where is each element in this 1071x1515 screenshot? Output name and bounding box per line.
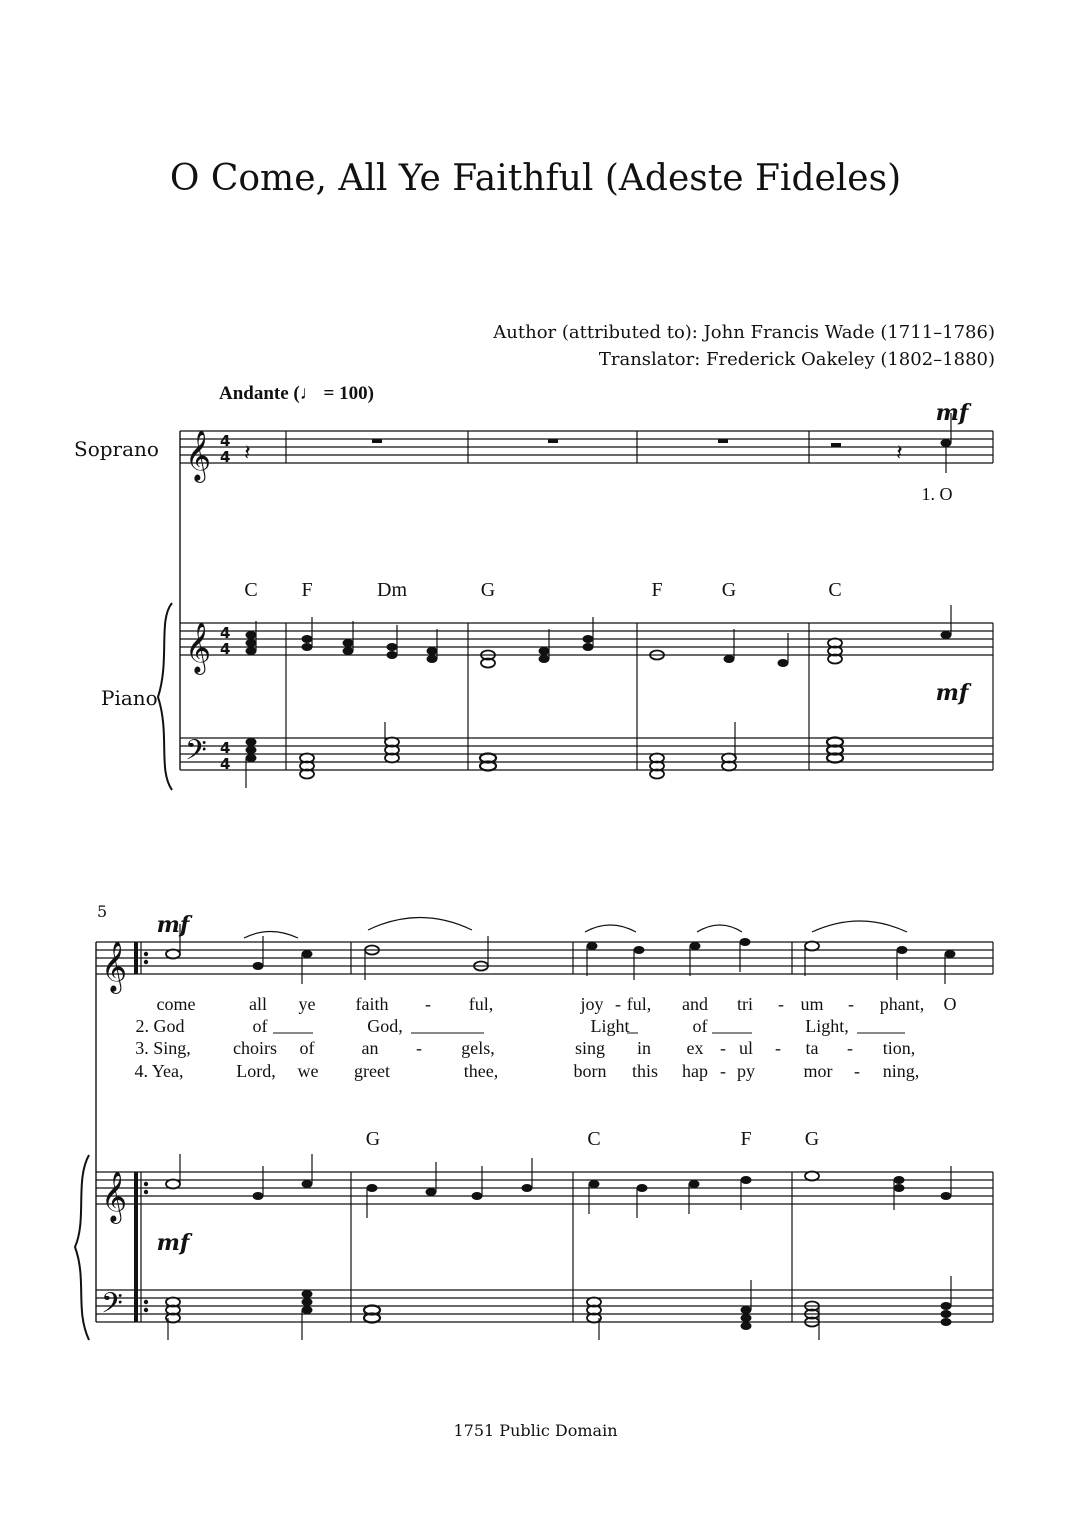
measure-number: 5 (97, 902, 108, 921)
chord-symbol: F (301, 579, 313, 601)
lyric-syllable: tri (737, 994, 753, 1014)
copyright-footer: 1751 Public Domain (453, 1421, 618, 1440)
svg-text:4: 4 (220, 624, 231, 642)
treble-clef-icon: 𝄞 (101, 941, 128, 992)
lyric-syllable: born (573, 1061, 607, 1081)
lyric-syllable: - (778, 994, 784, 1014)
lyric-syllable: 2. God (135, 1016, 185, 1036)
chord-symbol: F (740, 1128, 752, 1150)
lyric-syllable: - (848, 994, 854, 1014)
svg-text:4: 4 (220, 448, 231, 466)
lyric-syllable: - (615, 994, 621, 1014)
lyric-syllable: choirs (233, 1038, 277, 1058)
lyric-syllable: we (297, 1061, 319, 1081)
page-title: O Come, All Ye Faithful (Adeste Fideles) (169, 158, 902, 199)
tempo-value: = 100) (318, 383, 374, 404)
lyric-syllable: this (631, 1061, 659, 1081)
lyric-syllable: Lord, (236, 1061, 276, 1081)
lyric-syllable: 3. Sing, (135, 1038, 191, 1058)
lyric-syllable: ul (738, 1038, 754, 1058)
chord-symbol: G (365, 1128, 381, 1150)
treble-clef-icon: 𝄞 (185, 430, 212, 481)
quarter-rest-icon: 𝄽 (896, 441, 903, 466)
soprano-staff (180, 431, 993, 463)
lyric-syllable: 4. Yea, (134, 1061, 184, 1081)
lyric-syllable: greet (354, 1061, 390, 1081)
lyric-syllable: ye (298, 994, 316, 1014)
soprano-staff (96, 942, 993, 974)
chord-symbol: C (244, 579, 258, 601)
lyric-syllable: God, (367, 1016, 403, 1036)
lyric-syllable: of (299, 1038, 315, 1058)
dynamic-marking: mf (935, 680, 969, 706)
svg-text:4: 4 (220, 432, 231, 450)
lyric-syllable: py (737, 1061, 755, 1081)
lyric-syllable: Light (590, 1016, 630, 1036)
piano-bass-staff (96, 1290, 993, 1322)
chord-symbol: C (828, 579, 842, 601)
chord-symbol: G (804, 1128, 820, 1150)
bass-clef-icon: 𝄢 (185, 734, 207, 774)
lyric-syllable: joy (580, 994, 604, 1014)
lyric-syllable: - (425, 994, 431, 1014)
lyric-syllable: - (720, 1038, 726, 1058)
lyric-syllable: an (361, 1038, 379, 1058)
lyric-syllable: - (854, 1061, 860, 1081)
lyric-syllable: in (636, 1038, 652, 1058)
lyric-syllable: thee, (463, 1061, 499, 1081)
lyric-syllable: sing (574, 1038, 606, 1058)
svg-text:4: 4 (220, 755, 231, 773)
soprano-label: Soprano (74, 437, 159, 461)
tempo-text: Andante ( (219, 383, 300, 404)
lyric-syllable: of (252, 1016, 268, 1036)
piano-treble-staff (96, 1172, 993, 1204)
treble-clef-icon: 𝄞 (185, 622, 212, 673)
quarter-note-icon: ♩ (299, 383, 319, 404)
svg-text:4: 4 (220, 640, 231, 658)
lyric-syllable: ful, (468, 994, 494, 1014)
lyric-syllable: um (800, 994, 824, 1014)
chord-symbol: G (721, 579, 737, 601)
lyric-syllable: - (847, 1038, 853, 1058)
translator-credit: Translator: Frederick Oakeley (1802–1880) (598, 349, 995, 370)
chord-symbol: C (587, 1128, 601, 1150)
quarter-rest-icon: 𝄽 (244, 441, 251, 466)
treble-clef-icon: 𝄞 (101, 1171, 128, 1222)
svg-text:4: 4 (220, 739, 231, 757)
lyric-syllable: ful, (626, 994, 652, 1014)
lyric-syllable: faith (355, 994, 389, 1014)
bass-clef-icon: 𝄢 (101, 1287, 123, 1327)
lyric-syllable: ning, (882, 1061, 920, 1081)
lyric-syllable: - (775, 1038, 781, 1058)
lyric-syllable: ta (805, 1038, 819, 1058)
chord-symbol: Dm (377, 579, 407, 601)
lyric-syllable: - (720, 1061, 726, 1081)
lyric-syllable: and (682, 994, 708, 1014)
dynamic-marking: mf (156, 912, 190, 938)
lyric-syllable: mor (803, 1061, 833, 1081)
lyric-syllable: all (249, 994, 267, 1014)
lyric-syllable: O (943, 994, 957, 1014)
lyric-syllable: - (416, 1038, 422, 1058)
lyric-syllable: 1. O (921, 484, 953, 504)
lyric-syllable: come (156, 994, 196, 1014)
chord-symbol: F (651, 579, 663, 601)
dynamic-marking: mf (935, 400, 969, 426)
piano-label: Piano (101, 686, 158, 710)
lyric-syllable: ex (686, 1038, 704, 1058)
lyric-syllable: gels, (461, 1038, 495, 1058)
dynamic-marking: mf (156, 1230, 190, 1256)
lyric-syllable: tion, (882, 1038, 916, 1058)
lyric-syllable: hap (682, 1061, 708, 1081)
chord-symbol: G (480, 579, 496, 601)
lyric-syllable: Light, (805, 1016, 849, 1036)
lyric-syllable: phant, (879, 994, 925, 1014)
author-credit: Author (attributed to): John Francis Wade (1711–1786) (493, 322, 995, 343)
lyric-syllable: of (692, 1016, 708, 1036)
